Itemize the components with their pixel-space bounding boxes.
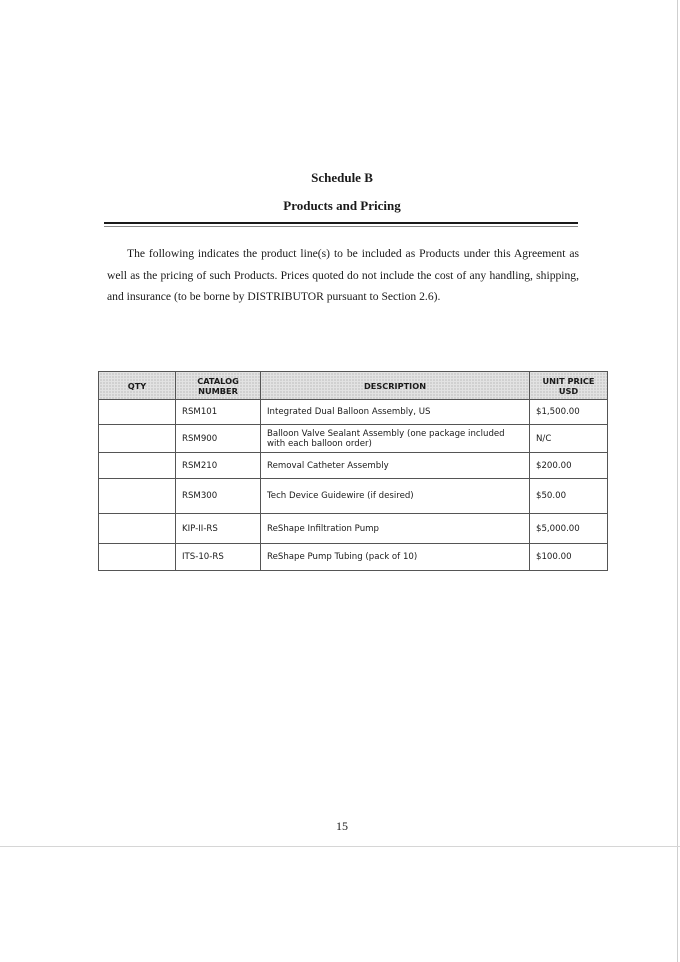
description-cell: Removal Catheter Assembly xyxy=(261,453,530,479)
description-cell: Balloon Valve Sealant Assembly (one package included with each balloon order) xyxy=(261,425,530,453)
intro-text: The following indicates the product line(s) to be included as Products under this Agreement as well as the pricing of such Products. Prices quoted do not include the cost of any handling, shipping, and insurance (to be borne by DISTRIBUTOR pursuant to Section 2.6). xyxy=(107,247,579,303)
price-cell: $50.00 xyxy=(530,479,608,514)
products-pricing-table xyxy=(98,371,608,571)
intro-paragraph xyxy=(107,243,579,308)
price-cell: $5,000.00 xyxy=(530,514,608,544)
header-unit-price: UNIT PRICE USD xyxy=(530,372,608,400)
price-cell: N/C xyxy=(530,425,608,453)
catalog-cell: RSM210 xyxy=(176,453,261,479)
header-catalog-number: CATALOG NUMBER xyxy=(176,372,261,400)
table-row xyxy=(99,514,608,544)
description-cell: Integrated Dual Balloon Assembly, US xyxy=(261,400,530,425)
table-row xyxy=(99,425,608,453)
schedule-title: Schedule B xyxy=(311,170,373,185)
catalog-cell: RSM300 xyxy=(176,479,261,514)
qty-cell xyxy=(99,425,176,453)
description-cell: Tech Device Guidewire (if desired) xyxy=(261,479,530,514)
table-row xyxy=(99,453,608,479)
catalog-cell: ITS-10-RS xyxy=(176,544,261,571)
section-title: Products and Pricing xyxy=(283,198,401,213)
catalog-cell: RSM900 xyxy=(176,425,261,453)
header-qty: QTY xyxy=(99,372,176,400)
price-cell: $100.00 xyxy=(530,544,608,571)
table-row xyxy=(99,400,608,425)
price-cell: $1,500.00 xyxy=(530,400,608,425)
header-description: DESCRIPTION xyxy=(261,372,530,400)
title-divider-secondary xyxy=(104,226,578,227)
qty-cell xyxy=(99,544,176,571)
table-row xyxy=(99,544,608,571)
title-divider xyxy=(104,222,578,224)
table-row xyxy=(99,479,608,514)
catalog-cell: KIP-II-RS xyxy=(176,514,261,544)
table-header-row xyxy=(99,372,608,400)
price-cell: $200.00 xyxy=(530,453,608,479)
description-cell: ReShape Pump Tubing (pack of 10) xyxy=(261,544,530,571)
qty-cell xyxy=(99,400,176,425)
catalog-cell: RSM101 xyxy=(176,400,261,425)
page-edge-bottom xyxy=(0,846,680,847)
qty-cell xyxy=(99,514,176,544)
description-cell: ReShape Infiltration Pump xyxy=(261,514,530,544)
qty-cell xyxy=(99,453,176,479)
page-edge-right xyxy=(677,0,678,962)
page-number: 15 xyxy=(336,819,348,833)
qty-cell xyxy=(99,479,176,514)
